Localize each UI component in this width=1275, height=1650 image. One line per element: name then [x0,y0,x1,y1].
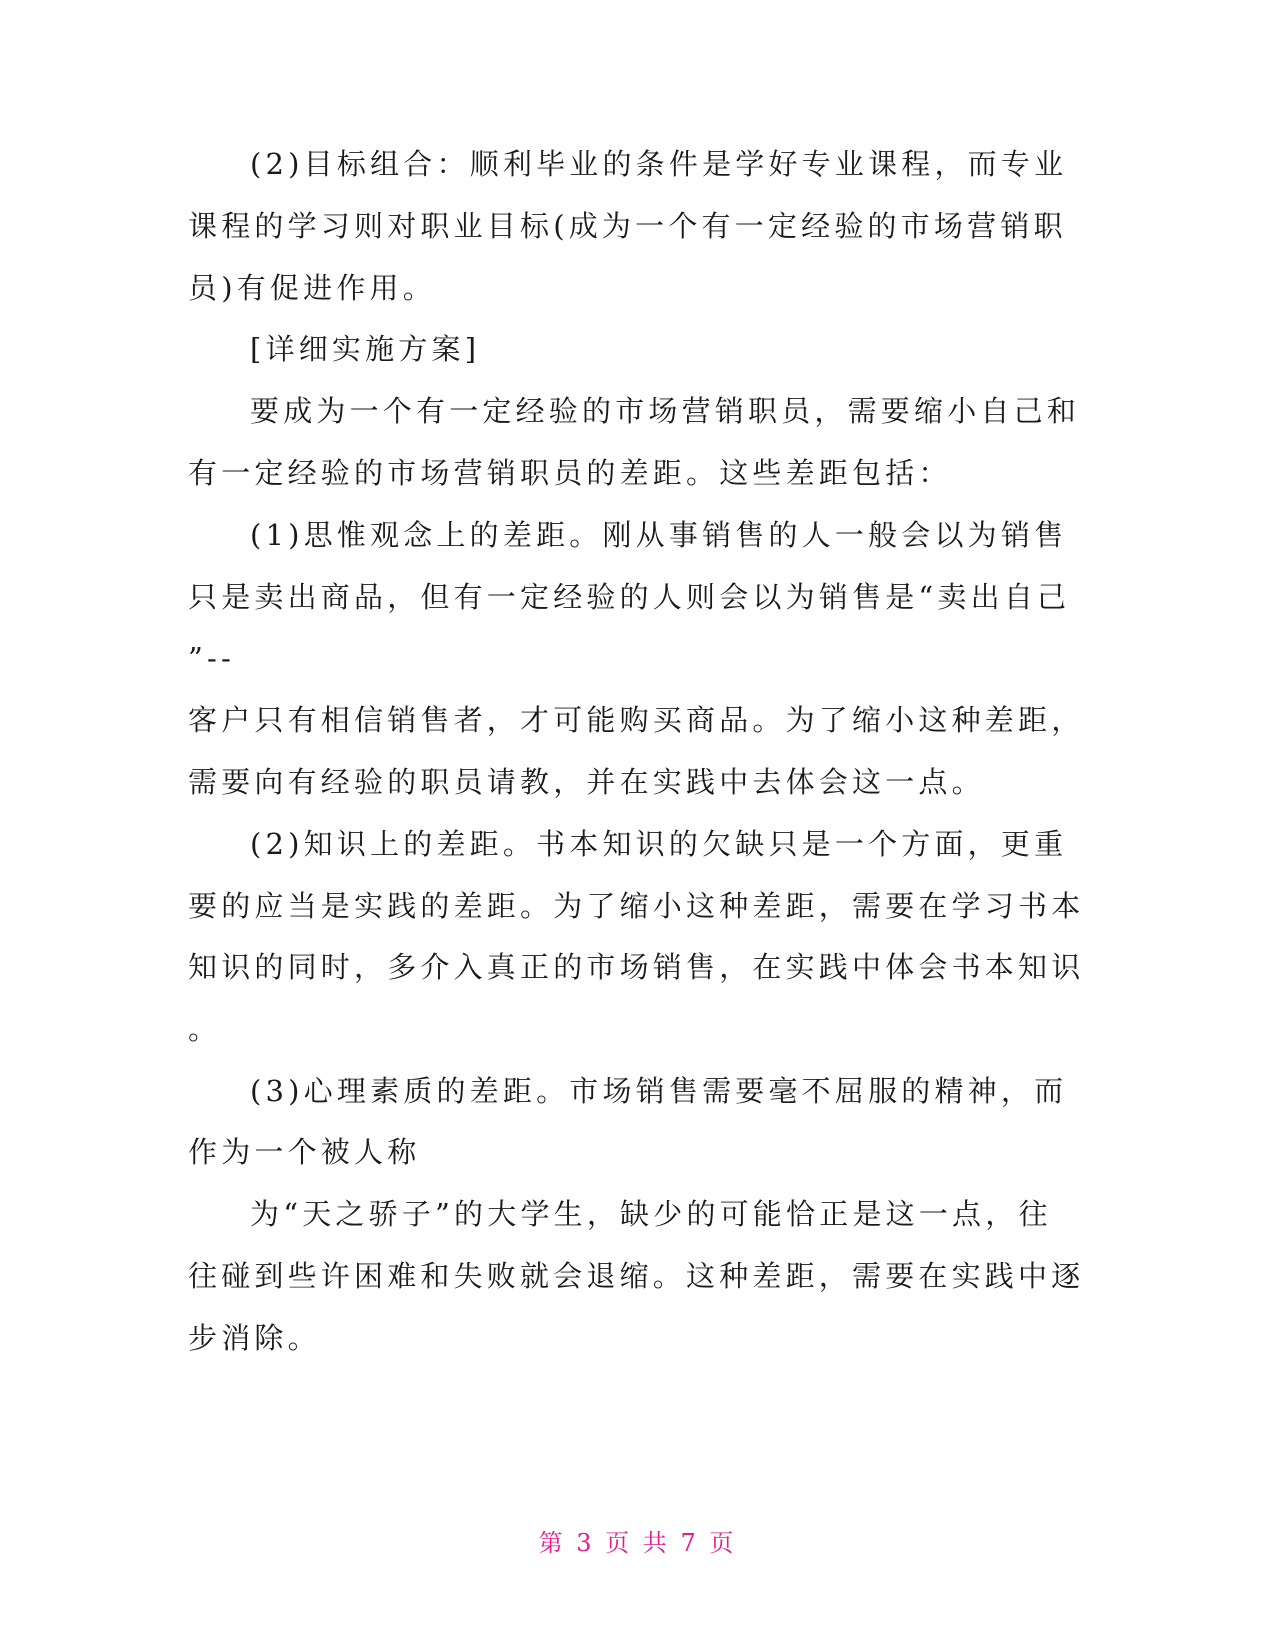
text-line: 员)有促进作用。 [188,271,436,305]
text-line: (3)心理素质的差距。市场销售需要毫不屈服的精神，而 [250,1074,1068,1108]
text-line: (2)目标组合：顺利毕业的条件是学好专业课程，而专业 [250,147,1068,181]
text-line: 知识的同时，多介入真正的市场销售，在实践中体会书本知识 [188,950,1085,984]
text-line: 为“天之骄子”的大学生，缺少的可能恰正是这一点，往 [250,1197,1052,1231]
text-line: 只是卖出商品，但有一定经验的人则会以为销售是“卖出自己 [188,580,1071,614]
page-number-footer: 第 3 页 共 7 页 [538,1529,737,1557]
text-line: 。 [188,1012,222,1046]
text-line: 要的应当是实践的差距。为了缩小这种差距，需要在学习书本 [188,889,1085,923]
text-line: 需要向有经验的职员请教，并在实践中去体会这一点。 [188,765,985,799]
section-heading: [详细实施方案] [250,332,481,366]
text-line: 有一定经验的市场营销职员的差距。这些差距包括： [188,456,952,490]
text-line: 作为一个被人称 [188,1135,421,1169]
text-line: 要成为一个有一定经验的市场营销职员，需要缩小自己和 [250,394,1081,428]
text-line: ”-- [188,641,236,675]
text-line: 步消除。 [188,1321,321,1355]
text-line: (1)思惟观念上的差距。刚从事销售的人一般会以为销售 [250,518,1068,552]
text-line: 客户只有相信销售者，才可能购买商品。为了缩小这种差距， [188,703,1085,737]
text-line: (2)知识上的差距。书本知识的欠缺只是一个方面，更重 [250,827,1068,861]
text-line: 往碰到些许困难和失败就会退缩。这种差距，需要在实践中逐 [188,1259,1085,1293]
text-line: 课程的学习则对职业目标(成为一个有一定经验的市场营销职 [188,209,1067,243]
